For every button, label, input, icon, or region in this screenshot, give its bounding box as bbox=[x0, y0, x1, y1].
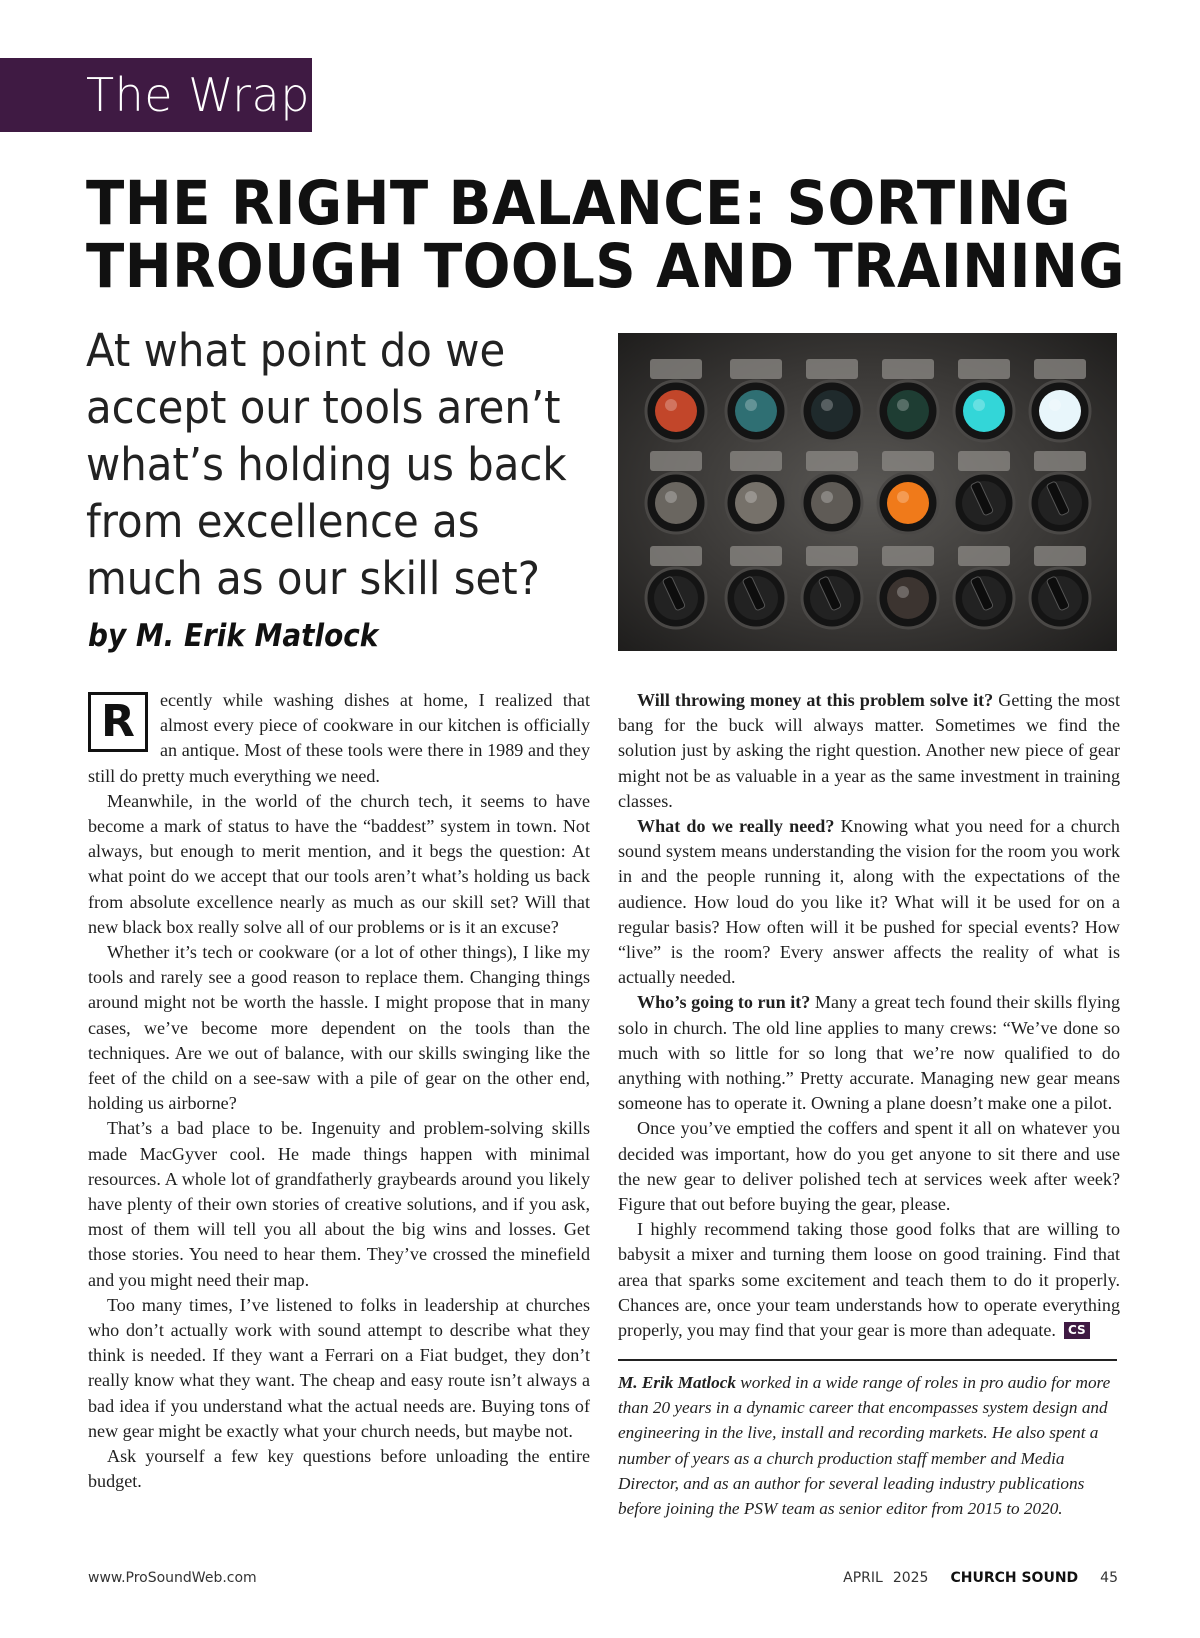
button-label-plate bbox=[806, 451, 858, 471]
footer-year: 2025 bbox=[892, 1570, 929, 1586]
byline: by M. Erik Matlock bbox=[88, 618, 379, 654]
question-text: Getting the most bang for the buck will always matter. Sometimes we find the solution just by asking the right question. Another new piece of gear might not be as valuable in a year as the same investment in training classes. bbox=[618, 690, 1120, 811]
article-paragraph bbox=[618, 688, 1120, 814]
question-lead: Who’s going to run it? bbox=[637, 992, 811, 1013]
indicator-lamp bbox=[887, 577, 929, 619]
button-label-plate bbox=[806, 359, 858, 379]
lamp-highlight bbox=[1049, 399, 1061, 411]
lamp-highlight bbox=[973, 399, 985, 411]
article-left-column bbox=[88, 688, 590, 1495]
question-lead: What do we really need? bbox=[637, 816, 835, 837]
button-label-plate bbox=[1034, 451, 1086, 471]
question-text: Knowing what you need for a church sound system means understanding the vision for the room you work in and the people running it, along with the expectations of the audience. How loud do you like it? What will it be used for on a regular basis? How often will it be pushed for special events? How “live” is the room? Every answer affects the reality of what is actually needed. bbox=[618, 816, 1120, 988]
indicator-lamp bbox=[735, 482, 777, 524]
headline-line-1: THE RIGHT BALANCE: SORTING bbox=[86, 168, 1071, 239]
footer-folio bbox=[833, 1570, 1118, 1586]
article-paragraph bbox=[88, 688, 590, 789]
footer-url: www.ProSoundWeb.com bbox=[88, 1570, 257, 1586]
indicator-lamp bbox=[887, 482, 929, 524]
lamp-highlight bbox=[897, 586, 909, 598]
footer-magazine: CHURCH SOUND bbox=[950, 1570, 1079, 1586]
indicator-lamp bbox=[811, 390, 853, 432]
control-panel-illustration bbox=[618, 333, 1117, 651]
end-mark-icon: CS bbox=[1064, 1322, 1090, 1339]
bio-divider bbox=[618, 1359, 1117, 1361]
indicator-lamp bbox=[887, 390, 929, 432]
indicator-lamp bbox=[963, 390, 1005, 432]
button-label-plate bbox=[1034, 359, 1086, 379]
indicator-lamp bbox=[735, 390, 777, 432]
lamp-highlight bbox=[745, 399, 757, 411]
control-panel-photo bbox=[618, 333, 1117, 651]
indicator-lamp bbox=[655, 390, 697, 432]
button-label-plate bbox=[650, 359, 702, 379]
button-label-plate bbox=[882, 359, 934, 379]
question-text: Many a great tech found their skills flying solo in church. The old line applies to many crews: “We’ve done so much with so little for so long that we’re now qualified to do anything with nothing.” Pretty accurate. Managing new gear means someone has to operate it. Owning a plane doesn’t make one a pilot. bbox=[618, 992, 1120, 1114]
lamp-highlight bbox=[745, 491, 757, 503]
indicator-lamp bbox=[655, 482, 697, 524]
article-paragraph: Once you’ve emptied the coffers and spent it all on whatever you decided was important, how do you get anyone to sit there and use the new gear to deliver polished tech at services week after week? Figure that out before buying the gear, please. bbox=[618, 1118, 1120, 1215]
article-paragraph: Ask yourself a few key questions before unloading the entire budget. bbox=[88, 1446, 590, 1492]
lamp-highlight bbox=[821, 491, 833, 503]
button-label-plate bbox=[806, 546, 858, 566]
button-label-plate bbox=[730, 359, 782, 379]
bio-author-name: M. Erik Matlock bbox=[618, 1373, 736, 1392]
button-label-plate bbox=[958, 359, 1010, 379]
button-label-plate bbox=[1034, 546, 1086, 566]
article-paragraph bbox=[618, 990, 1120, 1116]
headline bbox=[86, 168, 1125, 302]
button-label-plate bbox=[650, 451, 702, 471]
article-paragraph: Meanwhile, in the world of the church tech, it seems to have become a mark of status to have the “baddest” system in town. Not always, but enough to merit mention, and it begs the question: At what point do we accept that our tools aren’t what’s holding us back from absolute excellence nearly as much as our skill set? Will that new black box really solve all of our problems or is it an excuse? bbox=[88, 790, 590, 937]
article-paragraph: Whether it’s tech or cookware (or a lot of other things), I like my tools and rarely see a good reason to replace them. Changing things around might not be worth the hassle. I might propose that in many cases, we’ve become more dependent on the tools than the techniques. Are we out of balance, with our skills swinging like the feet of the child on a see-saw with a pile of gear on the other end, holding us airborne? bbox=[88, 942, 590, 1114]
article-paragraph: That’s a bad place to be. Ingenuity and problem-solving skills made MacGyver cool. He made things happen with minimal resources. A whole lot of grandfatherly graybeards around you likely have plenty of their own stories of creative solutions, and if you ask, most of them will tell you all about the big wins and losses. Get those stories. You need to hear them. They’ve crossed the minefield and you might need their map. bbox=[88, 1118, 590, 1290]
headline-line-2: THROUGH TOOLS AND TRAINING bbox=[86, 231, 1125, 302]
first-paragraph-text: ecently while washing dishes at home, I realized that almost every piece of cookware in our kitchen is officially an antique. Most of these tools were there in 1989 and they still do pretty much everything we need. bbox=[88, 690, 590, 786]
button-label-plate bbox=[730, 546, 782, 566]
lamp-highlight bbox=[897, 399, 909, 411]
question-lead: Will throwing money at this problem solve it? bbox=[637, 690, 994, 710]
article-paragraph bbox=[618, 1217, 1120, 1343]
article-right-column bbox=[618, 688, 1120, 1343]
indicator-lamp bbox=[811, 482, 853, 524]
article-paragraph: Too many times, I’ve listened to folks in leadership at churches who don’t actually work with sound attempt to describe what they think is needed. If they want a Ferrari on a Fiat budget, they don’t really know what they want. The cheap and easy route isn’t always a bad idea if you understand what the actual needs are. Buying tons of new gear might be exactly what your church needs, but maybe not. bbox=[88, 1294, 590, 1441]
lamp-highlight bbox=[665, 399, 677, 411]
closing-text: I highly recommend taking those good folks that are willing to babysit a mixer and turning them loose on good training. Find that area that sparks some excitement and teach them to do it properly. Chances are, once your team understands how to operate everything properly, you may find that your gear is more than adequate. bbox=[618, 1219, 1120, 1341]
dek: At what point do we accept our tools aren’t what’s holding us back from excellence as much as our skill set? bbox=[86, 324, 567, 605]
article-paragraph bbox=[618, 814, 1120, 990]
button-label-plate bbox=[958, 546, 1010, 566]
indicator-lamp bbox=[1039, 390, 1081, 432]
button-label-plate bbox=[730, 451, 782, 471]
button-label-plate bbox=[882, 546, 934, 566]
lamp-highlight bbox=[665, 491, 677, 503]
lamp-highlight bbox=[897, 491, 909, 503]
footer-month: APRIL bbox=[843, 1570, 883, 1586]
button-label-plate bbox=[958, 451, 1010, 471]
lamp-highlight bbox=[821, 399, 833, 411]
button-label-plate bbox=[882, 451, 934, 471]
author-bio bbox=[618, 1370, 1117, 1521]
page-number: 45 bbox=[1100, 1570, 1118, 1586]
section-label: The Wrap bbox=[0, 58, 312, 132]
drop-cap: R bbox=[88, 692, 148, 752]
button-label-plate bbox=[650, 546, 702, 566]
bio-text: worked in a wide range of roles in pro audio for more than 20 years in a dynamic career that encompasses system design and engineering in the live, install and recording markets. He also spent a number of years as a church production staff member and Media Director, and as an author for several leading industry publications before joining the PSW team as senior editor from 2015 to 2020. bbox=[618, 1373, 1111, 1519]
